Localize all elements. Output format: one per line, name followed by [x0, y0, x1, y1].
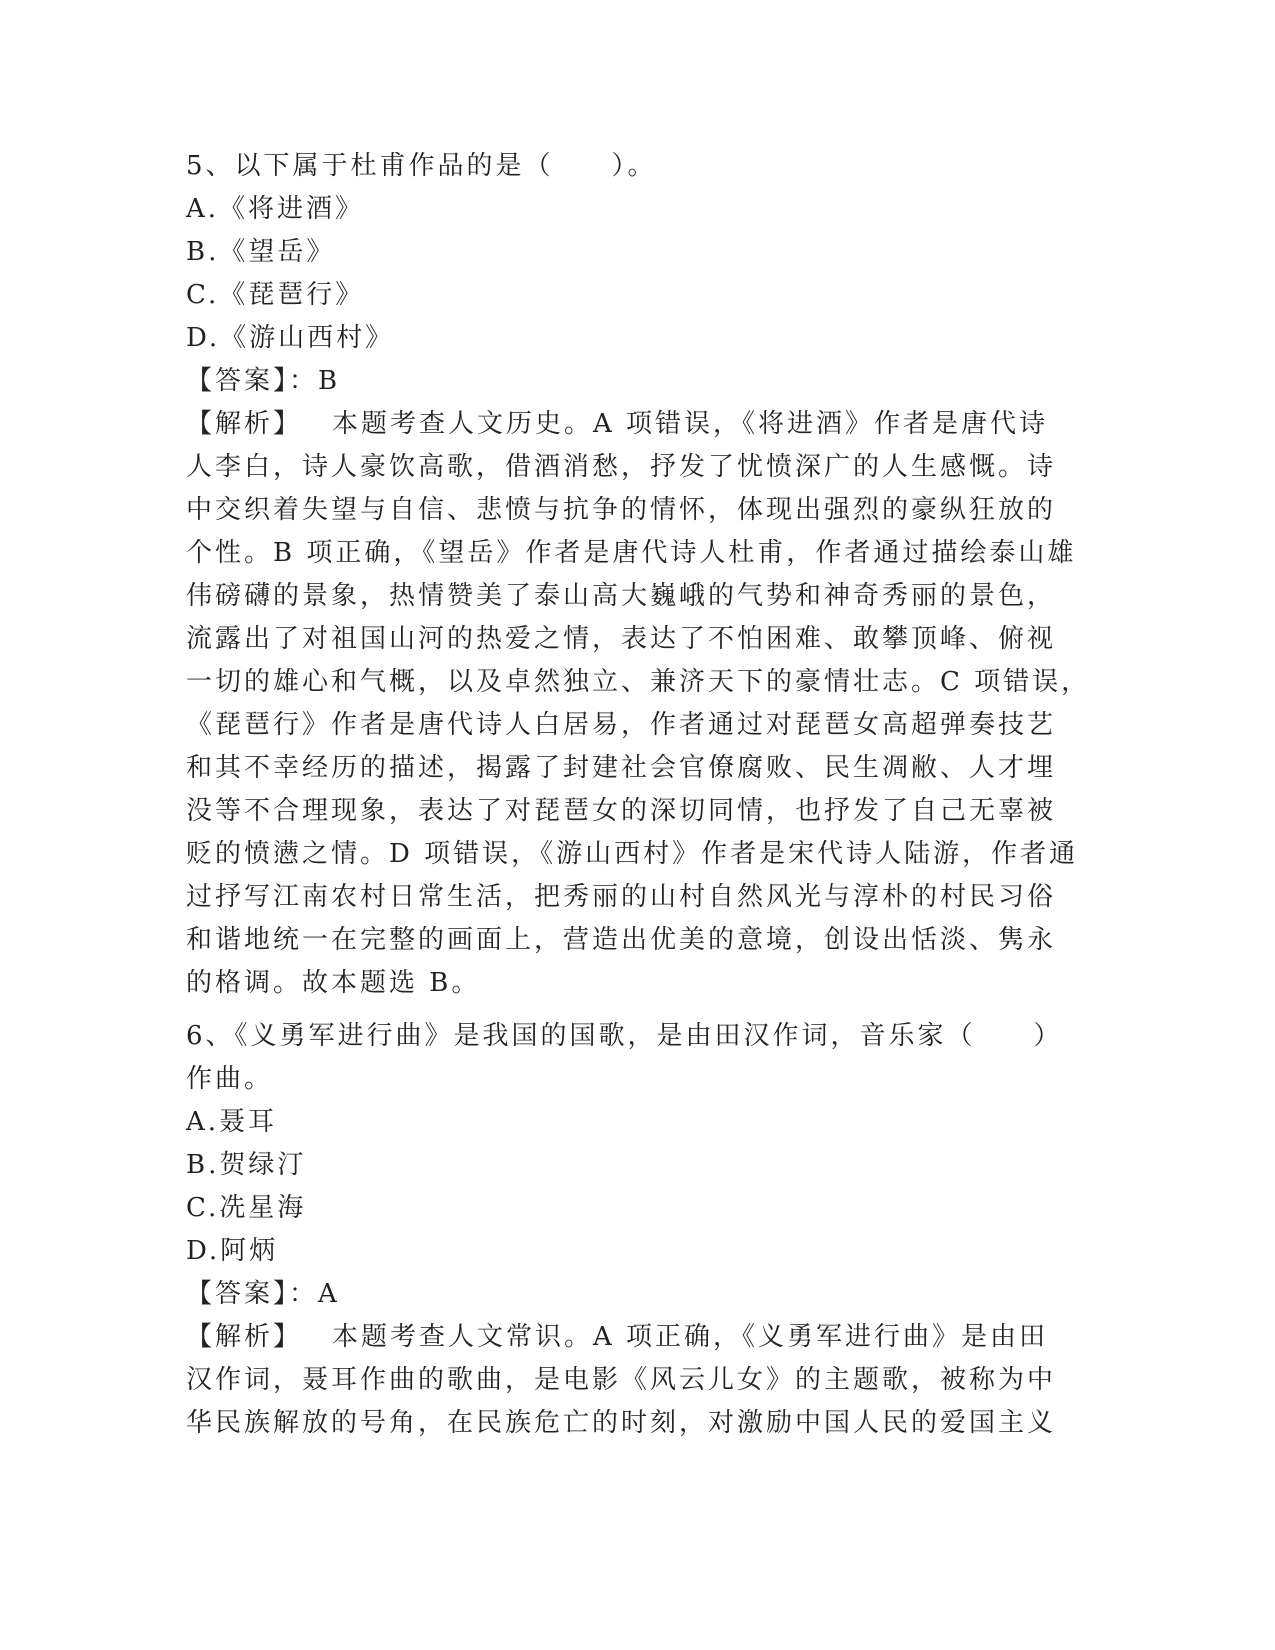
option-c: C.《琵琶行》 — [186, 280, 365, 310]
answer-separator: ： — [289, 1279, 319, 1309]
option-b: B.《望岳》 — [186, 237, 336, 267]
analysis-text-line: 本题考查人文历史。A 项错误，《将进酒》作者是唐代诗 — [332, 409, 1049, 439]
document-page — [186, 145, 1091, 1445]
answer-value: B — [318, 366, 341, 396]
answer-value: A — [318, 1279, 340, 1309]
option-b: B.贺绿汀 — [186, 1150, 307, 1180]
analysis-label: 【解析】 — [186, 409, 303, 439]
option-d: D.阿炳 — [186, 1236, 279, 1266]
question-stem: 6、《义勇军进行曲》是我国的国歌，是由田汉作词，音乐家（ ） — [186, 1021, 1063, 1051]
question-spacer — [186, 1005, 1086, 1015]
analysis-text-line: 人李白，诗人豪饮高歌，借酒消愁，抒发了忧愤深广的人生感慨。诗 — [186, 452, 1057, 482]
analysis-text-line: 流露出了对祖国山河的热爱之情，表达了不怕困难、敢攀顶峰、俯视 — [186, 624, 1057, 654]
analysis-text-line: 过抒写江南农村日常生活，把秀丽的山村自然风光与淳朴的村民习俗 — [186, 882, 1057, 912]
analysis-label: 【解析】 — [186, 1322, 303, 1352]
analysis-text-line: 没等不合理现象，表达了对琵琶女的深切同情，也抒发了自己无辜被 — [186, 796, 1057, 826]
answer-separator: ： — [289, 366, 319, 396]
option-d: D.《游山西村》 — [186, 323, 395, 353]
analysis-text-line: 个性。B 项正确，《望岳》作者是唐代诗人杜甫，作者通过描绘泰山雄 — [186, 538, 1077, 568]
option-a: A.《将进酒》 — [186, 194, 365, 224]
answer-line — [186, 1273, 1086, 1316]
option-a: A.聂耳 — [186, 1107, 278, 1137]
analysis-text-line: 伟磅礴的景象，热情赞美了泰山高大巍峨的气势和神奇秀丽的景色， — [186, 581, 1057, 611]
analysis-text-line: 一切的雄心和气概，以及卓然独立、兼济天下的豪情壮志。C 项错误， — [186, 667, 1091, 697]
question-stem-continued: 作曲。 — [186, 1064, 274, 1094]
option-c: C.冼星海 — [186, 1193, 307, 1223]
analysis-text-line: 的格调。故本题选 B。 — [186, 968, 481, 998]
question-6 — [186, 1015, 1086, 1445]
analysis-text-line: 贬的愤懑之情。D 项错误，《游山西村》作者是宋代诗人陆游，作者通 — [186, 839, 1079, 869]
answer-label: 【答案】 — [186, 1279, 290, 1309]
question-stem: 5、以下属于杜甫作品的是（ ）。 — [186, 151, 657, 181]
question-5 — [186, 145, 1091, 1005]
analysis-text-line: 华民族解放的号角，在民族危亡的时刻，对激励中国人民的爱国主义 — [186, 1408, 1057, 1438]
answer-line — [186, 360, 1086, 403]
answer-label: 【答案】 — [186, 366, 290, 396]
analysis-text-line: 和其不幸经历的描述，揭露了封建社会官僚腐败、民生凋敝、人才埋 — [186, 753, 1057, 783]
analysis-text-line: 汉作词，聂耳作曲的歌曲，是电影《风云儿女》的主题歌，被称为中 — [186, 1365, 1057, 1395]
analysis-text-line: 《琵琶行》作者是唐代诗人白居易，作者通过对琵琶女高超弹奏技艺 — [186, 710, 1057, 740]
analysis-line — [186, 403, 1086, 446]
analysis-text-line: 中交织着失望与自信、悲愤与抗争的情怀，体现出强烈的豪纵狂放的 — [186, 495, 1057, 525]
analysis-text-line: 和谐地统一在完整的画面上，营造出优美的意境，创设出恬淡、隽永 — [186, 925, 1057, 955]
analysis-line — [186, 1316, 1086, 1359]
analysis-text-line: 本题考查人文常识。A 项正确，《义勇军进行曲》是由田 — [332, 1322, 1049, 1352]
